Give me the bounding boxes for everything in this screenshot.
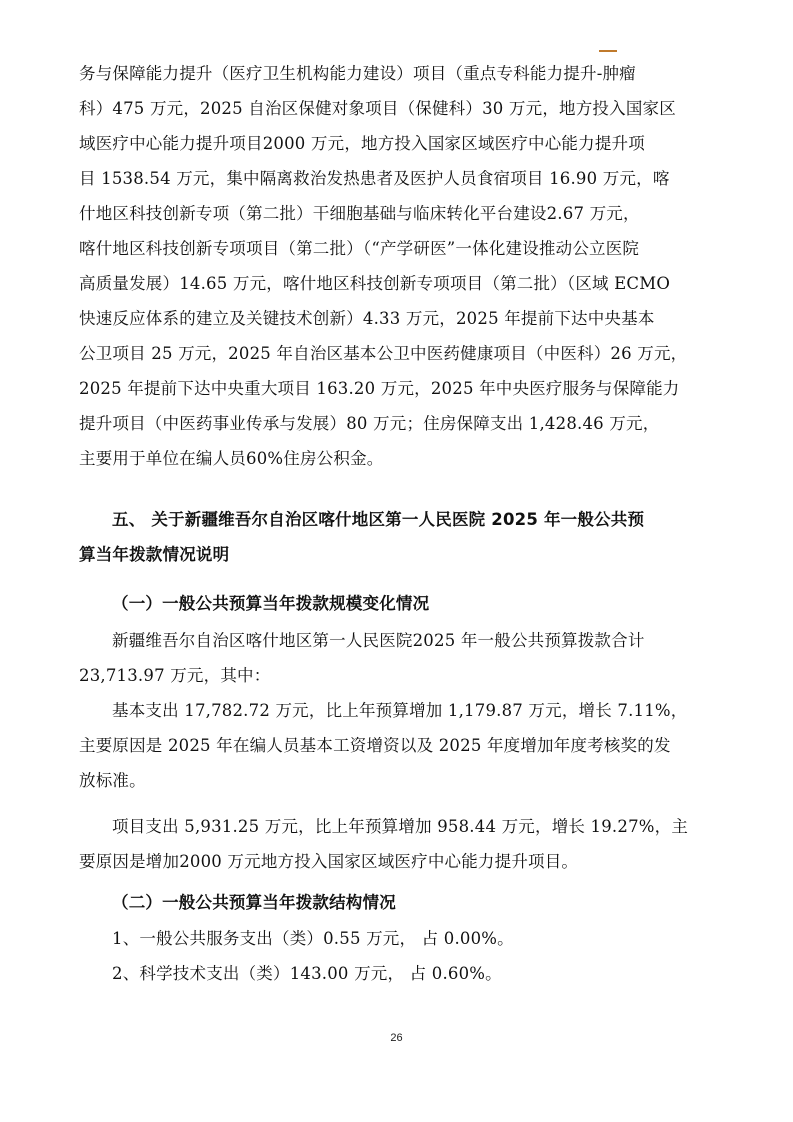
body-text-line: 什地区科技创新专项（第二批）干细胞基础与临床转化平台建设2.67 万元， bbox=[79, 204, 640, 223]
project-expenditure-line: 项目支出 5,931.25 万元，比上年预算增加 958.44 万元，增长 19.27%，主 bbox=[112, 817, 689, 836]
body-text-line: 2025 年提前下达中央重大项目 163.20 万元，2025 年中央医疗服务与保障能力 bbox=[79, 379, 680, 398]
subsection-heading: （一）一般公共预算当年拨款规模变化情况 bbox=[112, 594, 430, 613]
basic-expenditure-line: 放标准。 bbox=[79, 771, 146, 790]
section-heading: 五、 关于新疆维吾尔自治区喀什地区第一人民医院 2025 年一般公共预 bbox=[112, 510, 645, 529]
body-text-line: 域医疗中心能力提升项目2000 万元，地方投入国家区域医疗中心能力提升项 bbox=[79, 134, 645, 153]
body-text-line: 快速反应体系的建立及关键技术创新）4.33 万元，2025 年提前下达中央基本 bbox=[79, 309, 655, 328]
basic-expenditure-line: 主要原因是 2025 年在编人员基本工资增资以及 2025 年度增加年度考核奖的发 bbox=[79, 736, 671, 755]
basic-expenditure-line: 基本支出 17,782.72 万元，比上年预算增加 1,179.87 万元，增长 7.11%， bbox=[112, 701, 688, 720]
subsection-heading: （二）一般公共预算当年拨款结构情况 bbox=[112, 893, 396, 912]
body-text-line: 喀什地区科技创新专项项目（第二批）（“产学研医”一体化建设推动公立医院 bbox=[79, 239, 640, 258]
section-heading-continued: 算当年拨款情况说明 bbox=[79, 545, 230, 564]
body-text-line: 高质量发展）14.65 万元，喀什地区科技创新专项项目（第二批）（区域 ECMO bbox=[79, 274, 671, 293]
list-item: 1、一般公共服务支出（类）0.55 万元， 占 0.00%。 bbox=[112, 929, 514, 948]
body-text-line: 科）475 万元，2025 自治区保健对象项目（保健科）30 万元，地方投入国家区 bbox=[79, 99, 676, 118]
total-text-line: 新疆维吾尔自治区喀什地区第一人民医院2025 年一般公共预算拨款合计 bbox=[112, 631, 645, 650]
header-accent-line bbox=[599, 50, 617, 52]
body-text-line: 公卫项目 25 万元，2025 年自治区基本公卫中医药健康项目（中医科）26 万元， bbox=[79, 344, 688, 363]
body-text-line: 提升项目（中医药事业传承与发展）80 万元；住房保障支出 1,428.46 万元， bbox=[79, 414, 660, 433]
body-text-line: 务与保障能力提升（医疗卫生机构能力建设）项目（重点专科能力提升-肿瘤 bbox=[79, 64, 636, 83]
body-text-line: 主要用于单位在编人员60%住房公积金。 bbox=[79, 449, 384, 468]
body-text-line: 目 1538.54 万元，集中隔离救治发热患者及医护人员食宿项目 16.90 万元，喀 bbox=[79, 169, 670, 188]
page-number: 26 bbox=[390, 1032, 403, 1044]
list-item: 2、科学技术支出（类）143.00 万元， 占 0.60%。 bbox=[112, 964, 502, 983]
total-text-line: 23,713.97 万元，其中： bbox=[79, 666, 271, 685]
project-expenditure-line: 要原因是增加2000 万元地方投入国家区域医疗中心能力提升项目。 bbox=[79, 852, 579, 871]
